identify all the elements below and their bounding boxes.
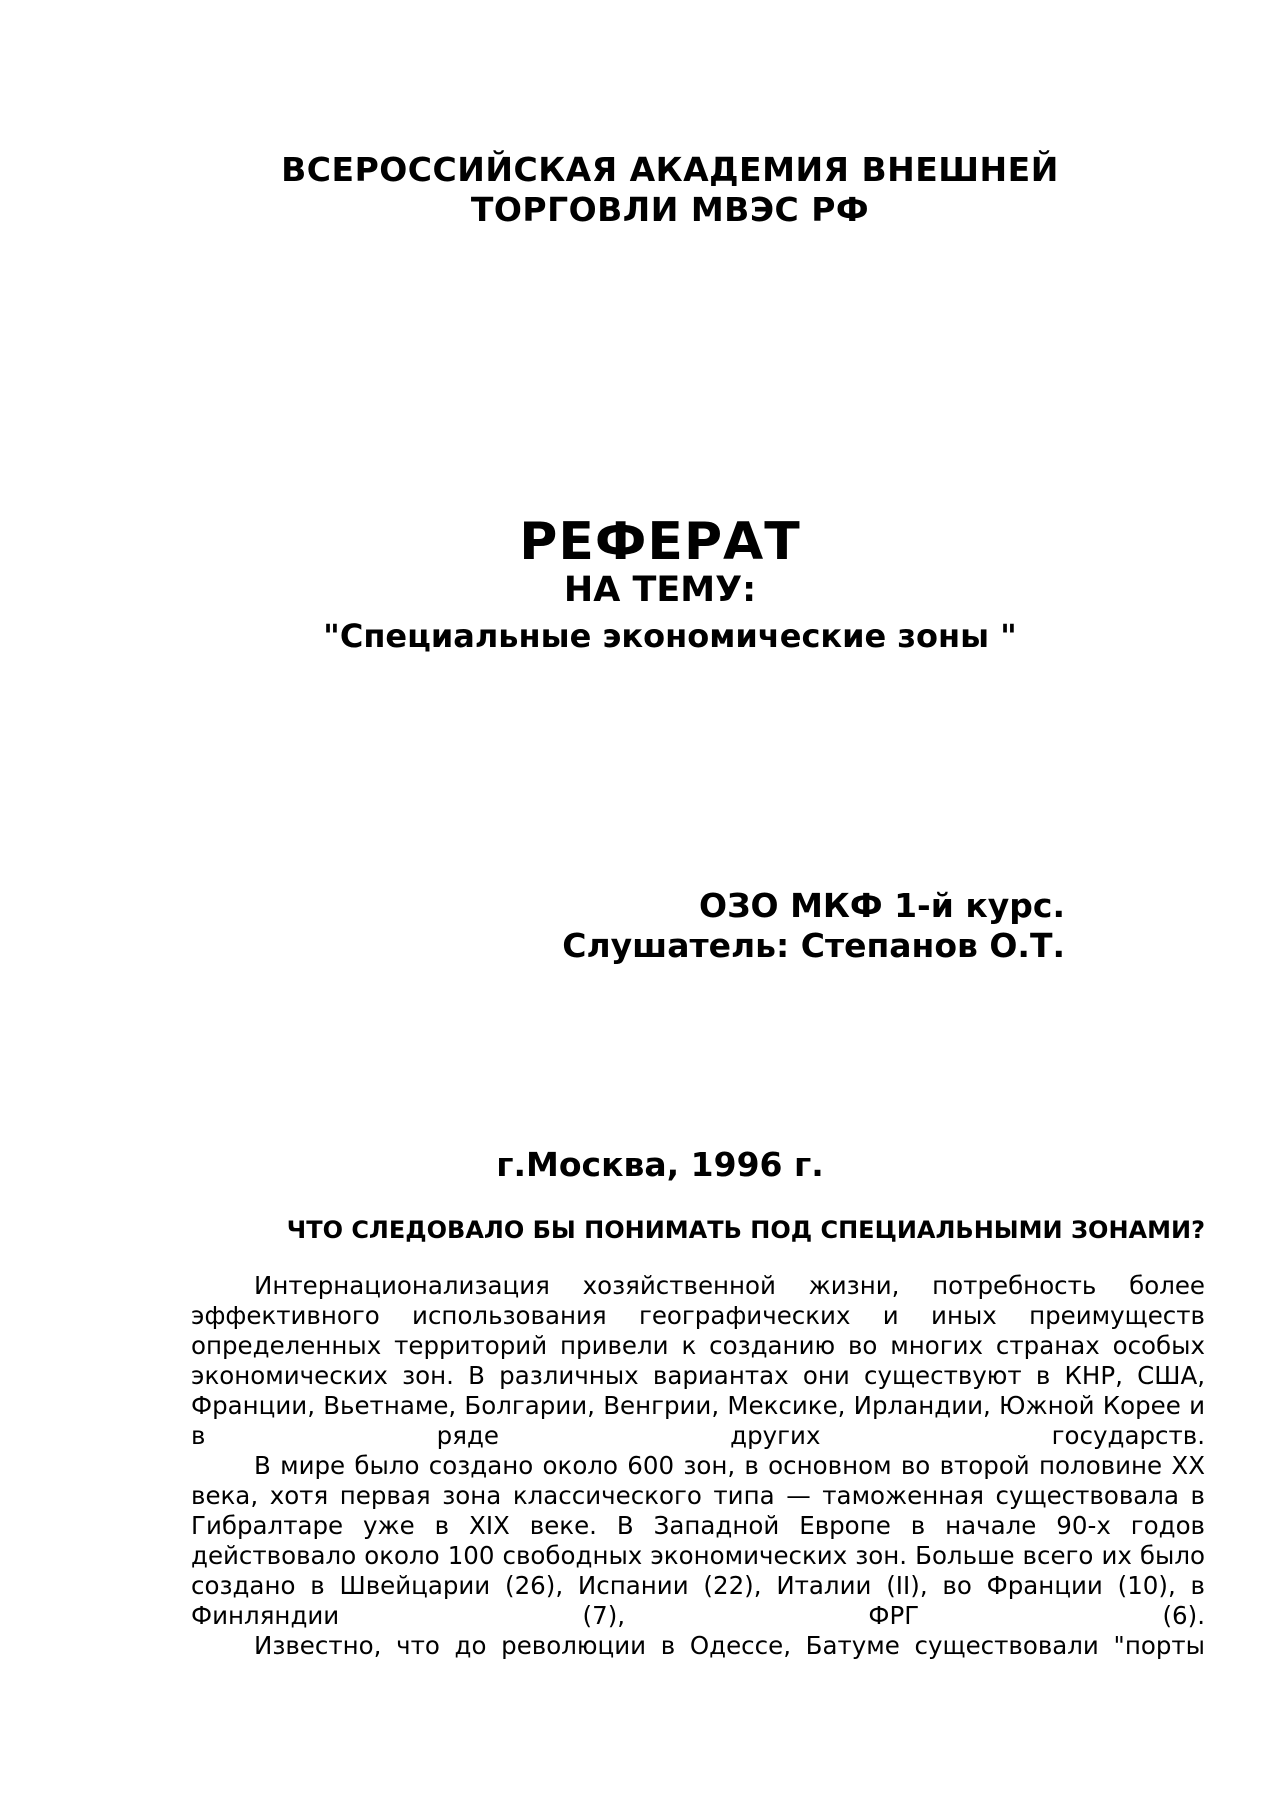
paragraph: В мире было создано около 600 зон, в основном во второй половине XX века, хотя первая зона классического типа — таможенная существовала в Гибралтаре уже в XIX веке. В Западной Европе в начале 90-х годов действовало около 100 свободных экономических зон. Больше всего их было создано в Швейцарии (26), Испании (22), Италии (II), во Франции (10), в Финляндии (7), ФРГ (6). xyxy=(191,1451,1205,1630)
document-subtitle: НА ТЕМУ: xyxy=(563,570,757,610)
paragraph: Интернационализация хозяйственной жизни, потребность более эффективного использования географических и иных преимуществ определенных территорий привели к созданию во многих странах особых экономических зон. В различных вариантах они существуют в КНР, США, Франции, Вьетнаме, Болгарии, Венгрии, Мексике, Ирландии, Южной Корее и в ряде других государств. xyxy=(191,1271,1205,1450)
paragraph: Известно, что до революции в Одессе, Батуме существовали "порты xyxy=(254,1631,1205,1660)
place-and-year: г.Москва, 1996 г. xyxy=(496,1145,824,1184)
course-line: ОЗО МКФ 1-й курс. xyxy=(699,886,1065,925)
document-type-title: РЕФЕРАТ xyxy=(519,512,801,572)
document-topic: "Специальные экономические зоны " xyxy=(323,617,1017,655)
institution-header xyxy=(250,150,1090,230)
section-heading: ЧТО СЛЕДОВАЛО БЫ ПОНИМАТЬ ПОД СПЕЦИАЛЬНЫМИ ЗОНАМИ? xyxy=(286,1216,1205,1244)
student-line: Слушатель: Степанов О.Т. xyxy=(562,926,1065,965)
institution-line-2: ТОРГОВЛИ МВЭС РФ xyxy=(470,190,870,229)
institution-line-1: ВСЕРОССИЙСКАЯ АКАДЕМИЯ ВНЕШНЕЙ xyxy=(281,150,1059,189)
body-text xyxy=(191,1271,1205,1661)
author-block xyxy=(562,886,1065,966)
